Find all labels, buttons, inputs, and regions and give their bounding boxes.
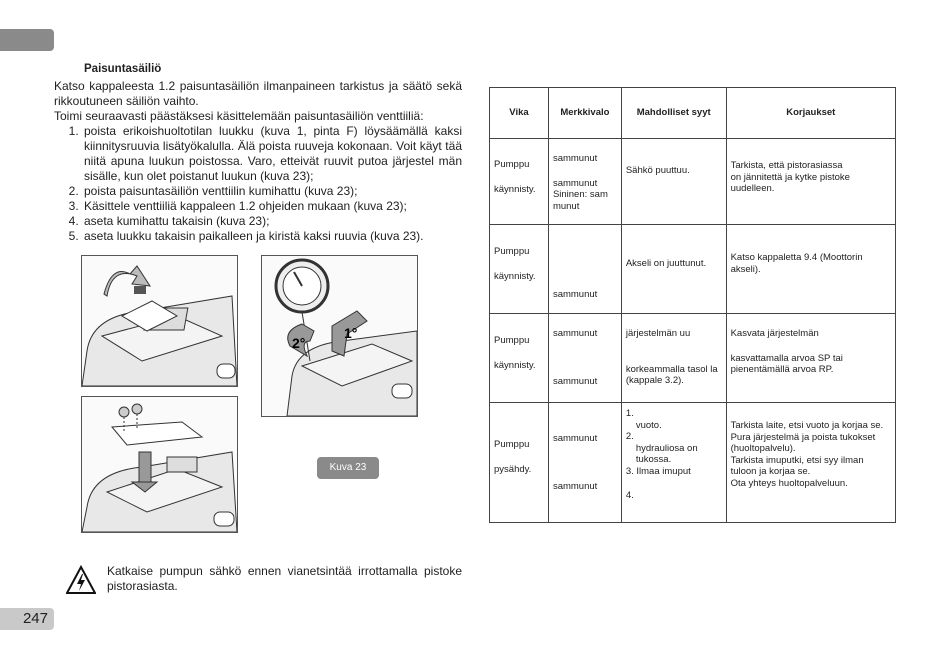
figure-hatch-removal (81, 255, 238, 387)
fault-text: pysähdy. (494, 463, 532, 475)
indicator-cell (548, 314, 621, 403)
page-number: 247 (0, 608, 54, 630)
table-row (490, 139, 896, 225)
figure-hatch-screws (81, 396, 238, 533)
column-header: Mahdolliset syyt (621, 88, 726, 139)
cause-text: Sähkö puuttuu. (625, 165, 690, 176)
intro-paragraph-2: Toimi seuraavasti päästäksesi käsittelemään paisuntasäiliön venttiiliä: (54, 109, 424, 123)
cause-text: Akseli on juuttunut. (625, 258, 707, 269)
column-header: Korjaukset (726, 88, 895, 139)
valve-illustration (262, 256, 417, 416)
fix-text: Kasvata järjestelmän (730, 328, 819, 339)
cause-text: hydrauliosa on tukossa. (635, 442, 698, 465)
rotation-label: 1° (344, 325, 358, 341)
fault-cell (490, 403, 549, 523)
fixes-cell (726, 314, 895, 403)
indicator-text: sammunut (552, 375, 598, 387)
column-header: Vika (490, 88, 549, 139)
fault-text: Pumppu (494, 439, 530, 450)
indicator-cell (548, 403, 621, 523)
fault-text: Pumppu (494, 246, 530, 257)
fix-text: Tarkista laite, etsi vuoto ja korjaa se. Pura järjestelmä ja poista tukokset (huoltopalvelu). Tarkista imuputki, etsi syy ilman tuloon ja korjaa se. Ota yhteys huoltopalveluun. (730, 420, 884, 489)
column-header: Merkkivalo (548, 88, 621, 139)
table-row (490, 314, 896, 403)
step-item: 4. aseta kumihattu takaisin (kuva 23); (82, 214, 462, 229)
indicator-text: sammunut (552, 289, 598, 300)
cause-text: järjestelmän uu (625, 328, 691, 339)
fix-text: Katso kappaletta 9.4 (Moottorin akseli). (730, 252, 863, 275)
rotation-label: 2° (292, 335, 306, 351)
cause-text: 2. (625, 431, 634, 442)
cause-text: korkeammalla tasol la (kappale 3.2). (625, 363, 718, 386)
causes-cell (621, 139, 726, 225)
screws-illustration (82, 397, 237, 532)
indicator-text: sammunut (552, 433, 598, 444)
expansion-tank-section (54, 62, 462, 244)
fault-cell (490, 225, 549, 314)
causes-cell (621, 225, 726, 314)
table-row (490, 403, 896, 523)
indicator-text: sammunut (552, 177, 598, 189)
table-header-row (490, 88, 896, 139)
pump-illustration (82, 256, 237, 386)
fixes-cell (726, 139, 895, 225)
fault-text: käynnisty. (494, 359, 536, 371)
fault-text: Pumppu (494, 159, 530, 170)
step-item: 3. Käsittele venttiiliä kappaleen 1.2 ohjeiden mukaan (kuva 23); (82, 199, 462, 214)
fixes-cell (726, 403, 895, 523)
steps-list (54, 124, 462, 244)
step-item: 2. poista paisuntasäiliön venttiilin kumihattu (kuva 23); (82, 184, 462, 199)
figure-caption: Kuva 23 (317, 457, 379, 479)
fix-text: kasvattamalla arvoa SP tai pienentämällä arvoa RP. (730, 352, 843, 375)
fault-cell (490, 139, 549, 225)
table-row (490, 225, 896, 314)
fault-text: Pumppu (494, 335, 530, 346)
step-item: 5. aseta luukku takaisin paikalleen ja kiristä kaksi ruuvia (kuva 23). (82, 229, 462, 244)
figure-valve-rotation (261, 255, 418, 417)
cause-text: 4. (625, 490, 634, 501)
fixes-cell (726, 225, 895, 314)
causes-cell (621, 403, 726, 523)
indicator-cell (548, 139, 621, 225)
indicator-text: sammunut (552, 328, 598, 339)
troubleshooting-table (489, 87, 896, 523)
indicator-text: Sininen: sam munut (552, 189, 608, 212)
indicator-cell (548, 225, 621, 314)
chapter-tab (0, 29, 54, 51)
fix-text: Tarkista, että pistorasiassa on jännitettä ja kytke pistoke uudelleen. (730, 160, 850, 194)
high-voltage-warning-icon (66, 565, 96, 595)
intro-paragraph: Katso kappaleesta 1.2 paisuntasäiliön ilmanpaineen tarkistus ja säätö sekä rikkoutuneen säiliön vaihto. (54, 79, 462, 108)
cause-text: 3. Ilmaa imuput (625, 465, 691, 477)
section-heading: Paisuntasäiliö (84, 63, 162, 75)
step-item: 1. poista erikoishuoltotilan luukku (kuva 1, pinta F) löysäämällä kaksi kiinnitysruuvia lisätyökalulla. Älä poista ruuveja kokonaan. Voit käyt tää niitä apuna luukun poistossa. Varo, etteivät ruuvit putoa järjestel män sisälle, kun olet poistanut luukun (kuva 23); (82, 124, 462, 184)
cause-text: 1. (625, 408, 634, 419)
cause-text: vuoto. (635, 419, 662, 431)
fault-text: käynnisty. (494, 270, 536, 282)
indicator-text: sammunut (552, 480, 598, 492)
indicator-text: sammunut (552, 153, 598, 164)
causes-cell (621, 314, 726, 403)
warning-text: Katkaise pumpun sähkö ennen vianetsintää irrottamalla pistoke pistorasiasta. (107, 564, 462, 593)
fault-cell (490, 314, 549, 403)
fault-text: käynnisty. (494, 183, 536, 195)
